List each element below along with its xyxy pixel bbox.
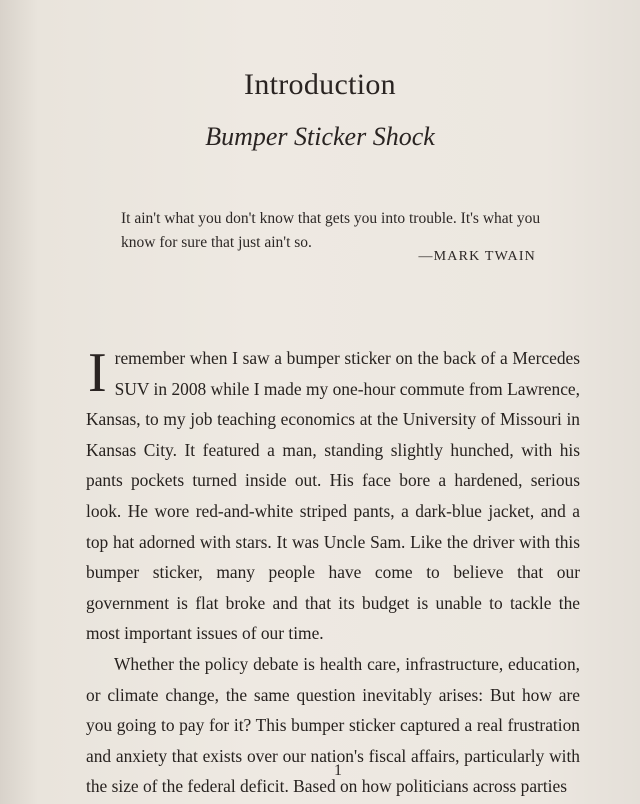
page-number: 1: [334, 762, 342, 779]
paragraph-1: [86, 343, 580, 649]
chapter-subtitle: Bumper Sticker Shock: [205, 122, 435, 151]
paragraph-1-text: remember when I saw a bumper sticker on the back of a Mercedes SUV in 2008 while I made my one-hour commute from Lawrence, Kansas, to my job teaching economics at the University of Missouri in Kansas City. It featured a man, standing slightly hunched, with his pants pockets turned inside out. His face bore a hardened, serious look. He wore red-and-white striped pants, a dark-blue jacket, and a top hat adorned with stars. It was Uncle Sam. Like the driver with this bumper sticker, many people have come to believe that our government is flat broke and that its budget is unable to tackle the most important issues of our time.: [86, 348, 580, 644]
drop-cap: I: [88, 342, 107, 404]
paragraph-2: Whether the policy debate is health care, infrastructure, education, or climate change, the same question inevitably arises: But how are you going to pay for it? This bumper sticker captured a real frustration and anxiety that exists over our nation's fiscal affairs, particularly with the size of the federal deficit. Based on how politicians across parties: [86, 653, 580, 797]
epigraph-quote: It ain't what you don't know that gets you into trouble. It's what you know for sure that just ain't so.: [121, 210, 541, 251]
chapter-title: Introduction: [244, 68, 396, 101]
body-text: [86, 343, 580, 802]
epigraph-author: —MARK TWAIN: [418, 249, 536, 264]
